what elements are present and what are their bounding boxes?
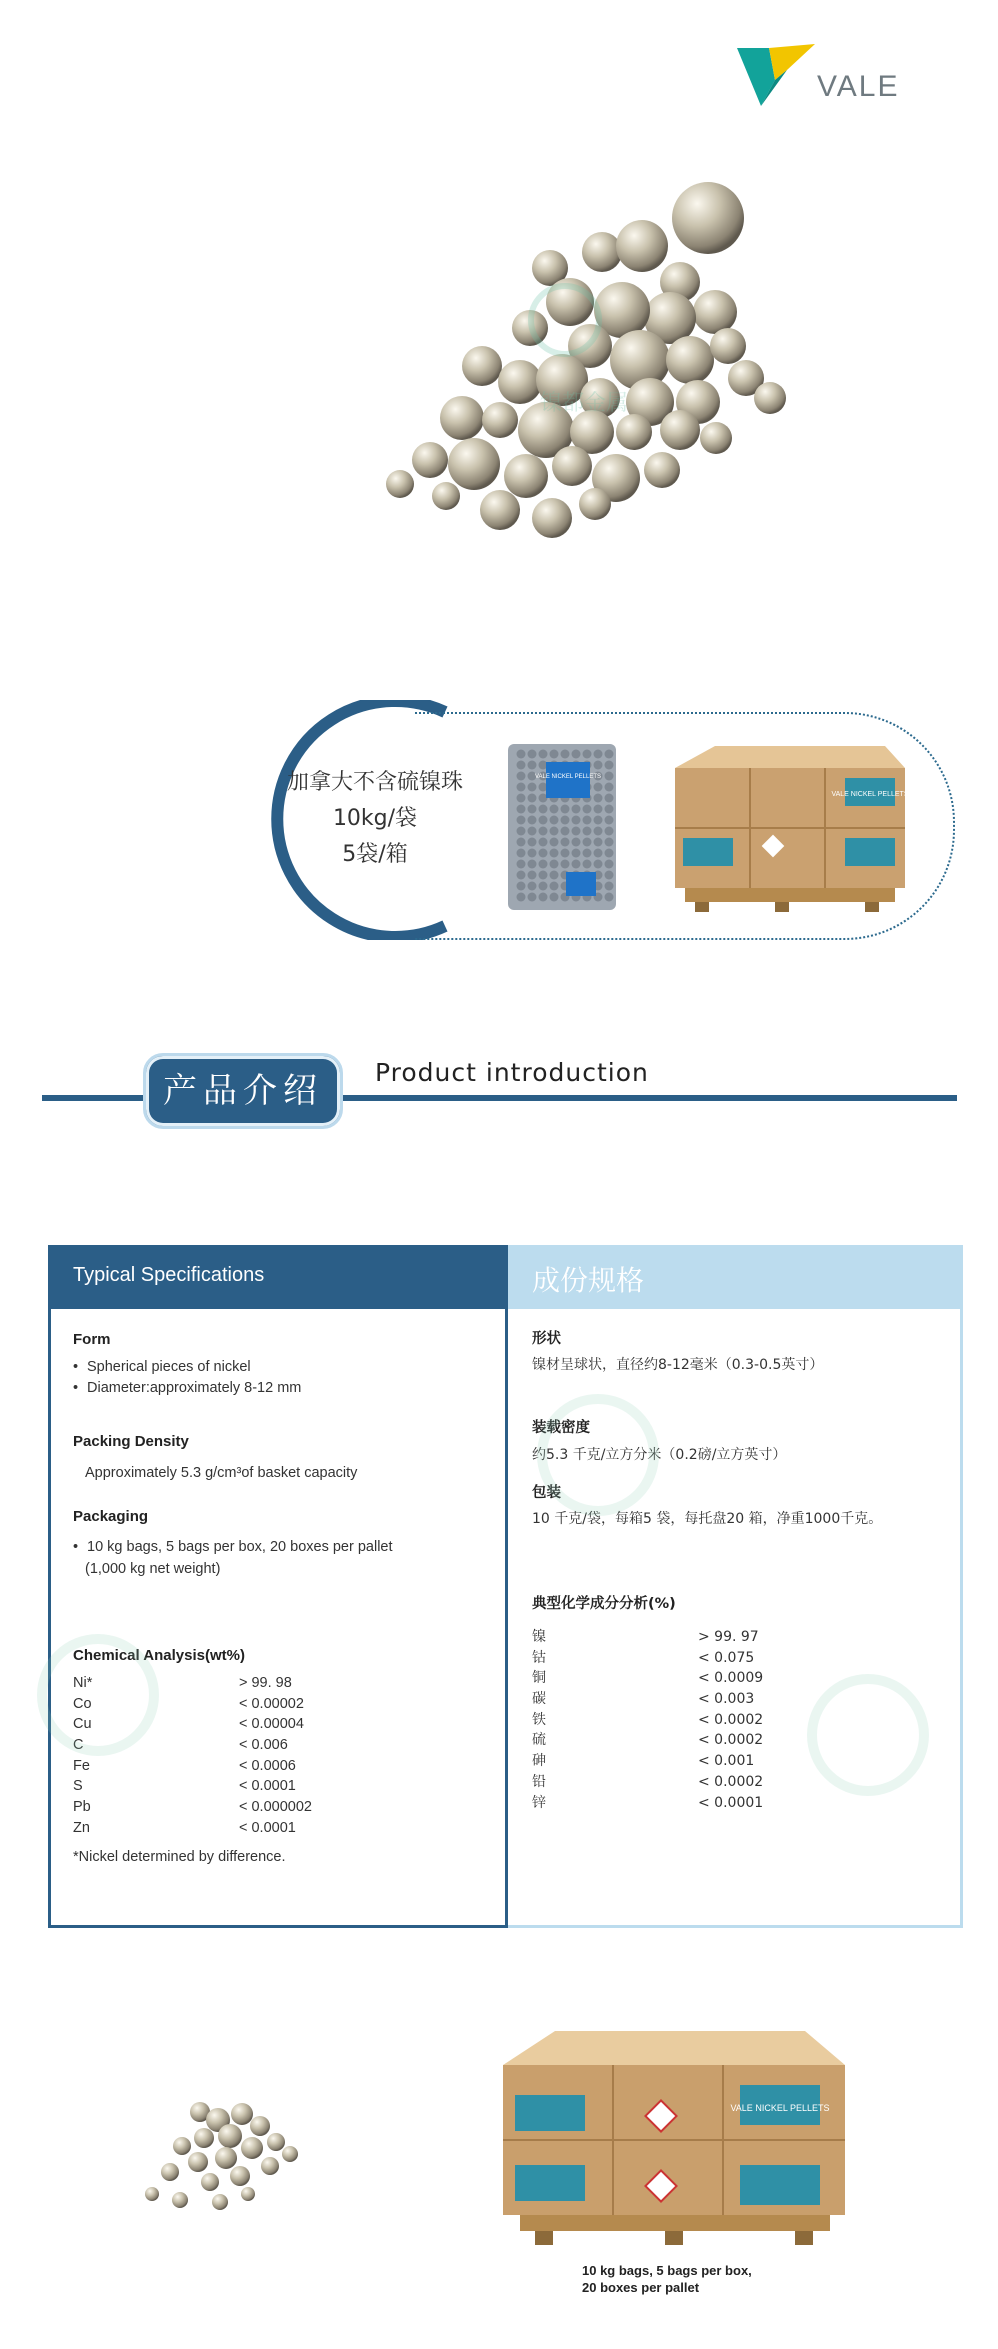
bag-pellet xyxy=(539,871,548,880)
bag-pellet xyxy=(605,794,614,803)
nickel-pellet xyxy=(504,454,548,498)
chem-element: 碳 xyxy=(532,1691,546,1708)
bag-pellet xyxy=(594,860,603,869)
bag-pellet xyxy=(539,860,548,869)
nickel-pellet xyxy=(440,396,484,440)
bag-pellet xyxy=(605,772,614,781)
bag-pellet xyxy=(594,805,603,814)
bag-pellet xyxy=(517,750,526,759)
chem-row xyxy=(73,1735,373,1756)
chem-element: 硫 xyxy=(532,1732,546,1749)
chem-title-zh: 典型化学成分分析(%) xyxy=(532,1596,676,1612)
bag-pellet xyxy=(605,838,614,847)
nickel-pellet xyxy=(700,422,732,454)
bag-pellet xyxy=(550,750,559,759)
bag-pellet xyxy=(528,761,537,770)
chem-table-en xyxy=(73,1673,373,1839)
nickel-pellet xyxy=(231,2103,253,2125)
chem-value: < 0.0002 xyxy=(698,1711,764,1728)
chem-value: < 0.003 xyxy=(698,1691,755,1708)
bag-pellet xyxy=(561,849,570,858)
chem-value: < 0.0001 xyxy=(698,1794,764,1811)
nickel-pellet xyxy=(480,490,520,530)
bag-pellet xyxy=(583,805,592,814)
chem-element: Pb xyxy=(73,1799,91,1816)
bag-pellet xyxy=(605,871,614,880)
chem-row xyxy=(532,1793,832,1814)
vale-logo xyxy=(735,40,910,110)
chem-row xyxy=(532,1772,832,1793)
bag-pellet xyxy=(550,838,559,847)
nickel-pellet xyxy=(754,382,786,414)
chem-value: < 0.0002 xyxy=(698,1732,764,1749)
bag-pellet xyxy=(539,849,548,858)
nickel-pellet xyxy=(241,2187,255,2201)
pallet-boxes-small-image xyxy=(655,738,915,913)
bag-pellet xyxy=(517,816,526,825)
nickel-pellet xyxy=(448,438,500,490)
nickel-pellet xyxy=(432,482,460,510)
bag-pellet xyxy=(594,838,603,847)
nickel-pellet xyxy=(498,360,542,404)
bag-pellet xyxy=(550,882,559,891)
bag-pellet xyxy=(605,860,614,869)
chem-row xyxy=(73,1776,373,1797)
hero-watermark-text: 镍都金属 xyxy=(540,391,629,416)
section-title-en: Product introduction xyxy=(375,1058,649,1087)
chem-row xyxy=(73,1714,373,1735)
nickel-pellet xyxy=(250,2116,270,2136)
bag-pellet xyxy=(572,750,581,759)
bag-pellet xyxy=(528,838,537,847)
bag-pellet xyxy=(539,893,548,902)
nickel-pellet xyxy=(386,470,414,498)
bag-pellet xyxy=(605,750,614,759)
pallet-caption xyxy=(582,2262,752,2296)
product-name: 加拿大不含硫镍珠 xyxy=(286,770,463,795)
bag-pellet xyxy=(517,827,526,836)
nickel-pellet xyxy=(172,2192,188,2208)
bag-pellet xyxy=(528,827,537,836)
chem-element: 镍 xyxy=(532,1629,546,1645)
form-title-en: Form xyxy=(73,1331,111,1348)
nickel-pellet xyxy=(582,232,622,272)
bag-pellet xyxy=(583,750,592,759)
box-label: VALE NICKEL PELLETS xyxy=(831,791,909,798)
nickel-pellet xyxy=(161,2163,179,2181)
chem-row xyxy=(532,1751,832,1772)
chem-value: > 99. 98 xyxy=(239,1675,292,1691)
bag-pellet xyxy=(605,761,614,770)
chem-value: < 0.006 xyxy=(239,1737,288,1754)
chem-row xyxy=(532,1627,832,1648)
bag-pellet xyxy=(572,827,581,836)
nickel-pellet xyxy=(215,2147,237,2169)
nickel-pellet xyxy=(666,336,714,384)
product-bags-per-box: 5袋/箱 xyxy=(342,842,408,867)
bag-pellet xyxy=(550,849,559,858)
bag-pellet xyxy=(517,761,526,770)
section-title-zh: 产品介绍 xyxy=(163,1071,323,1111)
chem-value: < 0.00002 xyxy=(239,1695,304,1712)
nickel-pellet xyxy=(616,220,668,272)
chem-row xyxy=(532,1689,832,1710)
hero-pellets-group xyxy=(386,182,786,538)
packaging-title-en: Packaging xyxy=(73,1508,149,1525)
specs-chinese-header: 成份规格 xyxy=(508,1245,960,1309)
chem-element: Zn xyxy=(73,1819,90,1836)
bag-pellet xyxy=(583,827,592,836)
bag-pellet xyxy=(528,750,537,759)
nickel-pellet xyxy=(212,2194,228,2210)
chem-row xyxy=(73,1694,373,1715)
nickel-pellet xyxy=(261,2157,279,2175)
nickel-pellet xyxy=(173,2137,191,2155)
nickel-pellet xyxy=(412,442,448,478)
bag-pellet xyxy=(528,871,537,880)
bag-pellet xyxy=(572,816,581,825)
chem-element: 铅 xyxy=(532,1773,546,1790)
nickel-pellet xyxy=(644,452,680,488)
bag-pellet xyxy=(528,783,537,792)
packaging-note-en: (1,000 kg net weight) xyxy=(85,1561,221,1577)
bag-pellet xyxy=(539,827,548,836)
bag-pellet xyxy=(594,750,603,759)
specs-english-header: Typical Specifications xyxy=(51,1245,505,1309)
pallet-boxes-large-image xyxy=(485,2025,860,2250)
bag-pellet xyxy=(572,860,581,869)
nickel-pellet xyxy=(579,488,611,520)
density-title-zh: 装载密度 xyxy=(532,1420,590,1436)
bag-pellet xyxy=(539,838,548,847)
chem-value: < 0.001 xyxy=(698,1753,755,1770)
bag-pellet xyxy=(605,882,614,891)
nickel-pellet xyxy=(462,346,502,386)
packaging-text-zh: 10 千克/袋，每箱5 袋，每托盘20 箱，净重1000千克。 xyxy=(532,1511,883,1527)
chem-element: 铜 xyxy=(532,1670,546,1687)
chem-row xyxy=(73,1797,373,1818)
bag-pellet xyxy=(594,827,603,836)
bag-pellet xyxy=(561,860,570,869)
nickel-pellet xyxy=(194,2128,214,2148)
chem-row xyxy=(73,1673,373,1694)
bag-pellet xyxy=(605,816,614,825)
bag-pellet xyxy=(528,893,537,902)
specs-english-panel xyxy=(48,1245,508,1928)
bag-pellet xyxy=(583,838,592,847)
bag-pellet xyxy=(528,816,537,825)
density-title-en: Packing Density xyxy=(73,1433,189,1450)
bag-pellet xyxy=(561,805,570,814)
nickel-pellet xyxy=(282,2146,298,2162)
density-text-zh: 约5.3 千克/立方分米（0.2磅/立方英寸） xyxy=(532,1447,787,1463)
form-item: • Diameter:approximately 8-12 mm xyxy=(73,1378,473,1399)
bag-pellet xyxy=(517,838,526,847)
bag-pellet xyxy=(561,827,570,836)
bag-pellet xyxy=(583,860,592,869)
packaging-title-zh: 包装 xyxy=(532,1485,561,1501)
bag-pellet xyxy=(561,816,570,825)
bag-pellet xyxy=(572,805,581,814)
specifications-table xyxy=(48,1245,963,1928)
chem-table-zh xyxy=(532,1627,832,1813)
chem-element: 砷 xyxy=(532,1753,546,1770)
chem-element: 铁 xyxy=(532,1711,546,1728)
bag-pellet xyxy=(550,805,559,814)
chem-value: < 0.0002 xyxy=(698,1773,764,1790)
bag-pellet xyxy=(583,816,592,825)
nickel-pellet xyxy=(241,2137,263,2159)
nickel-pellet xyxy=(552,446,592,486)
chem-element: Co xyxy=(73,1695,92,1712)
bag-label: VALE NICKEL PELLETS xyxy=(534,774,602,780)
packaging-list-en xyxy=(73,1537,493,1558)
bag-pellet xyxy=(528,860,537,869)
chem-element: Cu xyxy=(73,1716,92,1733)
bag-pellet xyxy=(594,761,603,770)
nickel-pellet xyxy=(145,2187,159,2201)
bag-pellet xyxy=(550,827,559,836)
bag-pellet xyxy=(550,816,559,825)
nickel-pellet xyxy=(267,2133,285,2151)
product-bag-size: 10kg/袋 xyxy=(332,806,418,831)
nickel-pellet xyxy=(482,402,518,438)
chem-value: < 0.00004 xyxy=(239,1716,304,1733)
nickel-pellets-small-image xyxy=(130,2090,340,2220)
bag-pellet xyxy=(517,871,526,880)
nickel-pellet xyxy=(218,2124,242,2148)
bag-pellet xyxy=(528,805,537,814)
chem-element: S xyxy=(73,1778,83,1795)
chem-element: Ni* xyxy=(73,1675,93,1691)
bag-pellet xyxy=(605,805,614,814)
chem-value: < 0.0001 xyxy=(239,1819,296,1836)
bag-pellet xyxy=(528,849,537,858)
bag-pellet xyxy=(517,805,526,814)
bag-pellet xyxy=(517,772,526,781)
bag-pellet xyxy=(528,882,537,891)
bag-pellet xyxy=(594,794,603,803)
chem-element: C xyxy=(73,1737,84,1754)
bag-pellet xyxy=(517,860,526,869)
nickel-pellet xyxy=(693,290,737,334)
bag-pellet xyxy=(561,838,570,847)
nickel-pellet xyxy=(188,2152,208,2172)
bag-pellet xyxy=(517,849,526,858)
form-text-zh: 镍材呈球状，直径约8-12毫米（0.3-0.5英寸） xyxy=(532,1357,824,1373)
bag-pellet xyxy=(539,805,548,814)
bag-pellet xyxy=(517,794,526,803)
packaging-item: • 10 kg bags, 5 bags per box, 20 boxes per pallet xyxy=(73,1537,493,1558)
bag-pellet xyxy=(605,893,614,902)
bag-pellet xyxy=(517,893,526,902)
caption-line-1: 10 kg bags, 5 bags per box, xyxy=(582,2263,752,2278)
bag-pellet xyxy=(605,783,614,792)
section-title-badge xyxy=(143,1053,343,1129)
chem-value: < 0.075 xyxy=(698,1649,755,1666)
product-summary xyxy=(265,765,485,873)
density-text-en: Approximately 5.3 g/cm³of basket capacity xyxy=(85,1465,358,1481)
nickel-pellet xyxy=(672,182,744,254)
bag-pellet xyxy=(539,816,548,825)
chem-value: < 0.0001 xyxy=(239,1778,296,1795)
chem-element: Fe xyxy=(73,1757,90,1774)
chem-row xyxy=(532,1730,832,1751)
chem-row xyxy=(532,1648,832,1669)
chem-element: 钴 xyxy=(532,1649,546,1666)
bag-pellet xyxy=(594,816,603,825)
specs-chinese-panel xyxy=(508,1245,963,1928)
bag-pellet xyxy=(550,860,559,869)
bag-pellet xyxy=(561,750,570,759)
bag-pellet xyxy=(572,838,581,847)
nickel-pellet xyxy=(710,328,746,364)
nickel-pellet xyxy=(660,410,700,450)
bag-pellet xyxy=(550,893,559,902)
chem-element: 锌 xyxy=(532,1794,546,1811)
nickel-pellet xyxy=(616,414,652,450)
nickel-pellet xyxy=(230,2166,250,2186)
chem-row xyxy=(532,1668,832,1689)
bag-pellet xyxy=(528,794,537,803)
pellet-bag-image xyxy=(506,742,618,912)
chem-row xyxy=(73,1756,373,1777)
vale-logo-text: VALE xyxy=(817,70,900,103)
box-label-large: VALE NICKEL PELLETS xyxy=(730,2103,830,2113)
bag-pellet xyxy=(594,783,603,792)
chem-value: < 0.0009 xyxy=(698,1670,764,1687)
bag-pellet xyxy=(572,849,581,858)
nickel-pellets-hero-image xyxy=(250,170,810,550)
form-title-zh: 形状 xyxy=(532,1331,561,1347)
bag-pellet xyxy=(583,849,592,858)
vale-logo-icon xyxy=(735,40,815,110)
bag-pellet xyxy=(550,871,559,880)
form-list-en xyxy=(73,1357,473,1399)
chem-row xyxy=(532,1710,832,1731)
bag-pellet xyxy=(517,783,526,792)
bag-pellet xyxy=(539,882,548,891)
chem-row xyxy=(73,1818,373,1839)
nickel-pellet xyxy=(201,2173,219,2191)
caption-line-2: 20 boxes per pallet xyxy=(582,2280,700,2295)
chem-value: < 0.0006 xyxy=(239,1757,296,1774)
bag-pellet xyxy=(594,849,603,858)
chem-value: < 0.000002 xyxy=(239,1799,312,1816)
chem-title-en: Chemical Analysis(wt%) xyxy=(73,1647,245,1664)
chem-value: > 99. 97 xyxy=(698,1629,759,1645)
bag-pellet xyxy=(605,827,614,836)
bag-pellet xyxy=(517,882,526,891)
footnote-en: *Nickel determined by difference. xyxy=(73,1849,286,1865)
bag-pellet xyxy=(539,750,548,759)
form-item: • Spherical pieces of nickel xyxy=(73,1357,473,1378)
bag-pellet xyxy=(605,849,614,858)
nickel-pellet xyxy=(532,498,572,538)
